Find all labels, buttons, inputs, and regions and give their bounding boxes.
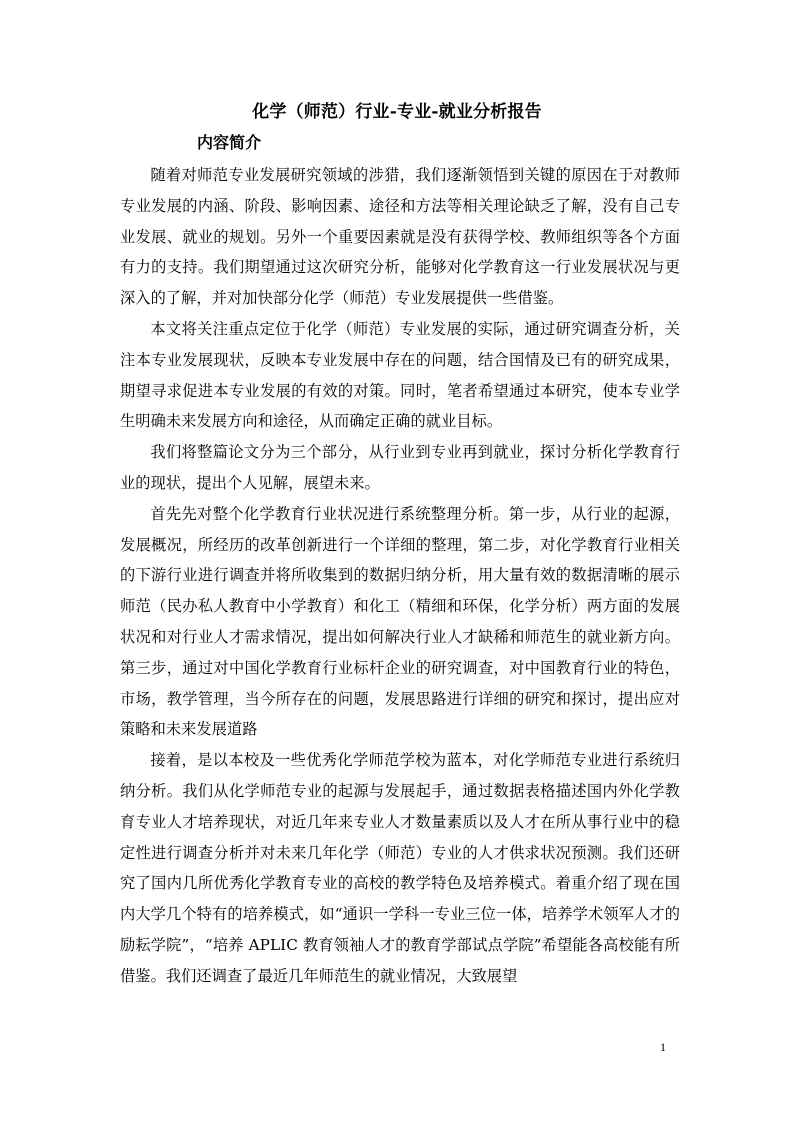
- paragraph: 本文将关注重点定位于化学（师范）专业发展的实际，通过研究调查分析，关注本专业发展现状，反映本专业发展中存在的问题，结合国情及已有的研究成果，期望寻求促进本专业发展的有效的对策。同时，笔者希望通过本研究，使本专业学生明确未来发展方向和途径，从而确定正确的就业目标。: [120, 319, 680, 431]
- paragraph: 接着，是以本校及一些优秀化学师范学校为蓝本，对化学师范专业进行系统归纳分析。我们从化学师范专业的起源与发展起手，通过数据表格描述国内外化学教育专业人才培养现状，对近几年来专业人才数量素质以及人才在所从事行业中的稳定性进行调查分析并对未来几年化学（师范）专业的人才供求状况预测。我们还研究了国内几所优秀化学教育专业的高校的教学特色及培养模式。着重介绍了现在国内大学几个特有的培养模式，如“通识一学科一专业三位一体，培养学术领军人才的励耘学院”，“培养 APLIC 教育领袖人才的教育学部试点学院”希望能各高校能有所借鉴。我们还调查了最近几年师范生的就业情况，大致展望: [120, 751, 680, 985]
- paragraph: 我们将整篇论文分为三个部分，从行业到专业再到就业，探讨分析化学教育行业的现状，提出个人见解，展望未来。: [120, 443, 680, 492]
- paragraph: 随着对师范专业发展研究领域的涉猎，我们逐渐领悟到关键的原因在于对教师专业发展的内涵、阶段、影响因素、途径和方法等相关理论缺乏了解，没有自己专业发展、就业的规划。另外一个重要因素就是没有获得学校、教师组织等各个方面有力的支持。我们期望通过这次研究分析，能够对化学教育这一行业发展状况与更深入的了解，并对加快部分化学（师范）专业发展提供一些借鉴。: [120, 166, 680, 308]
- body-text: [120, 160, 680, 992]
- document-title: 化学（师范）行业-专业-就业分析报告: [252, 102, 542, 122]
- page-number: 1: [660, 1040, 666, 1054]
- section-heading: 内容简介: [197, 133, 262, 152]
- paragraph: 首先先对整个化学教育行业状况进行系统整理分析。第一步，从行业的起源，发展概况，所经历的改革创新进行一个详细的整理，第二步，对化学教育行业相关的下游行业进行调查并将所收集到的数据归纳分析，用大量有效的数据清晰的展示师范（民办私人教育中小学教育）和化工（精细和环保，化学分析）两方面的发展状况和对行业人才需求情况，提出如何解决行业人才缺稀和师范生的就业新方向。第三步，通过对中国化学教育行业标杆企业的研究调查，对中国教育行业的特色，市场，教学管理，当今所存在的问题，发展思路进行详细的研究和探讨，提出应对策略和未来发展道路: [120, 504, 680, 739]
